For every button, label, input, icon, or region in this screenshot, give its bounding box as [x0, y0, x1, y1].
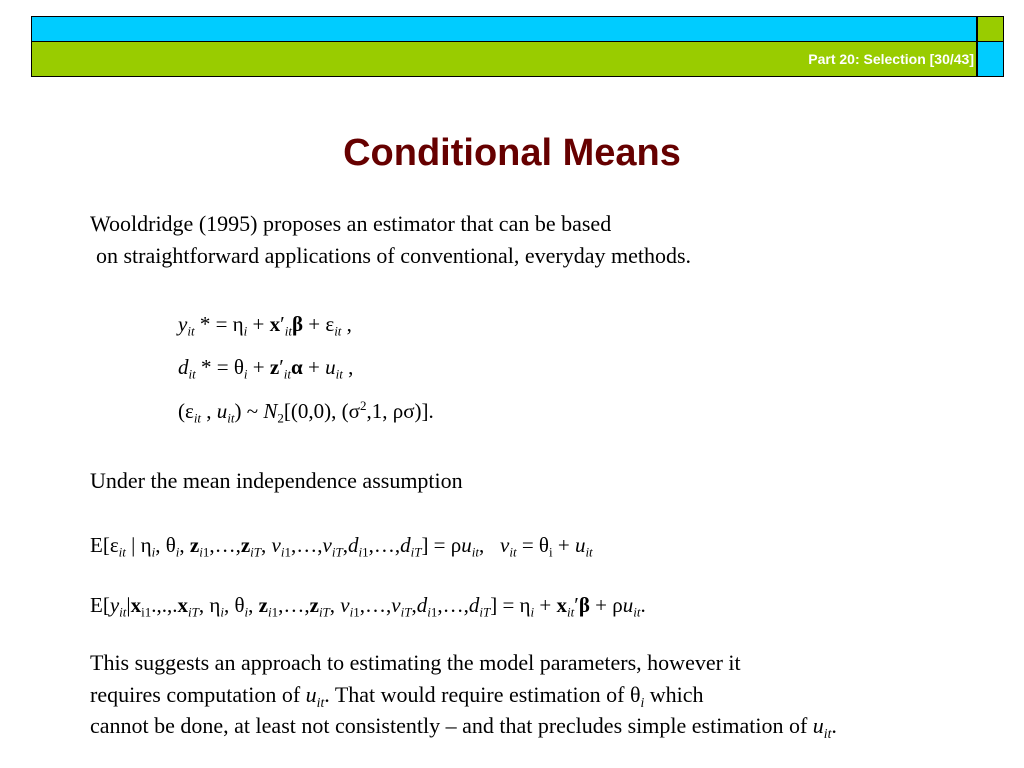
equation-expectation-y: $E[y_{it}|x_{i1}.,.,.x_{iT}$, $\eta_i$, $\theta_i$, $z_{i1},\dots,z_{iT}$, $v_{i1},\dots,v_{iT},d_{i1},\dots,d_{iT}] = \eta_i + x_{it}'\beta + \rho u_{it}$.: [90, 593, 646, 620]
equation-expectation-epsilon: $E[\varepsilon_{it}$ | $\eta_i$, $\theta_i$, $z_{i1},\dots,z_{iT}$, $v_{i1},\dots,v_{iT},d_{i1},\dots,d_{iT}] = \rho u_{it}$, $v_{it} = \theta_i + u_{it}$: [90, 533, 593, 560]
equation-latent-y: $y_{it}$ * = $\eta_i + x'_{it}\beta + \varepsilon_{it}$ ,: [178, 312, 352, 339]
equation-latent-d: $d_{it}$ * = $\theta_i + z'_{it}\alpha + u_{it}$ ,: [178, 355, 354, 382]
equation-distribution: ($\varepsilon_{it}$ , $u_{it}$) ~ $N_2[(0,0)$, ($\sigma^2,1$, ρσ)].: [178, 398, 434, 426]
header-top-bar: [31, 16, 977, 42]
header-corner-green: [977, 16, 1004, 42]
intro-line-2: on straightforward applications of conventional, everyday methods.: [96, 243, 692, 268]
conclusion-line-3: cannot be done, at least not consistently – and that precludes simple estimation of $u_{it}$.: [90, 713, 837, 741]
part-label: Part 20: Selection [30/43]: [808, 51, 974, 67]
header-corner-blue: [977, 42, 1004, 77]
conclusion-line-1: This suggests an approach to estimating the model parameters, however it: [90, 650, 741, 675]
intro-line-1: Wooldridge (1995) proposes an estimator that can be based: [90, 211, 612, 236]
conclusion-line-2: requires computation of $u_{it}$. That would require estimation of $\theta_i$ which: [90, 682, 704, 710]
assumption-text: Under the mean independence assumption: [90, 468, 463, 493]
slide-title: Conditional Means: [343, 132, 681, 174]
